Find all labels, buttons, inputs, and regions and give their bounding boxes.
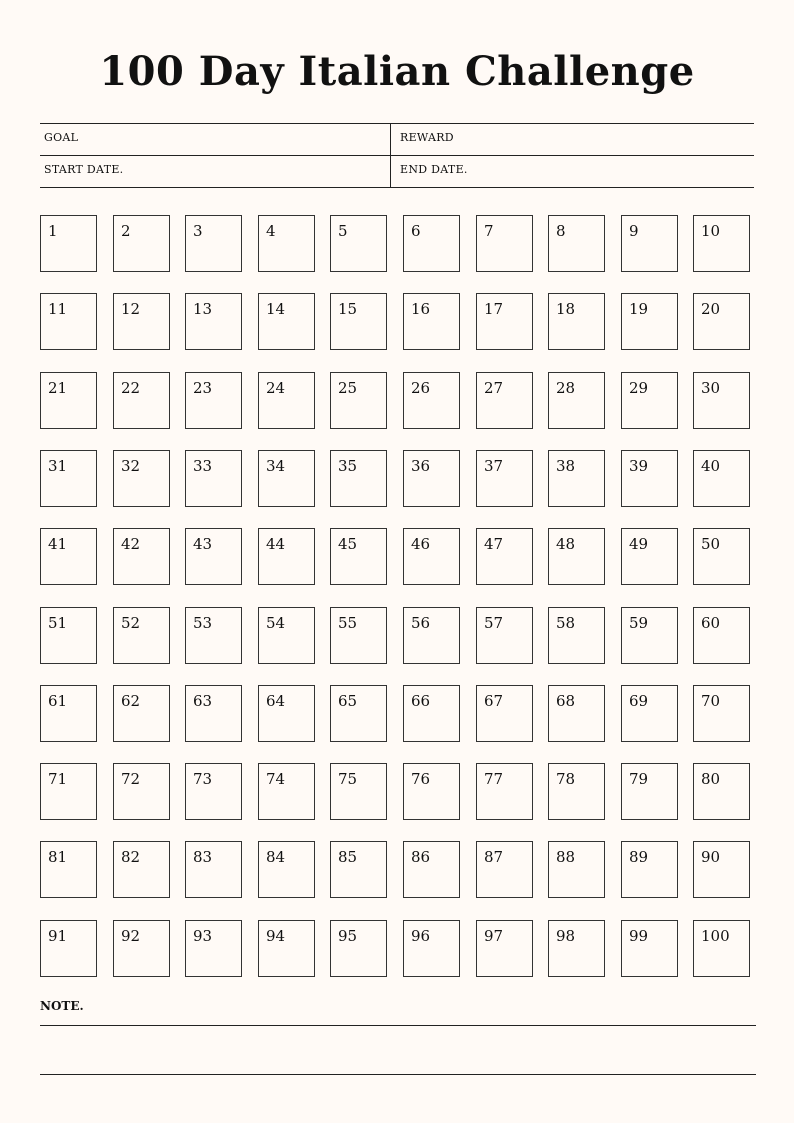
- day-box[interactable]: [476, 920, 533, 977]
- day-box[interactable]: [330, 528, 387, 585]
- day-number: 30: [701, 379, 721, 397]
- day-number: 80: [701, 770, 721, 788]
- day-number: 14: [266, 300, 286, 318]
- day-box[interactable]: [330, 215, 387, 272]
- day-box[interactable]: [258, 763, 315, 820]
- day-number: 31: [48, 457, 68, 475]
- day-number: 67: [484, 692, 504, 710]
- day-box[interactable]: [40, 215, 97, 272]
- day-number: 78: [556, 770, 576, 788]
- day-box[interactable]: [476, 841, 533, 898]
- day-number: 15: [338, 300, 358, 318]
- day-number: 41: [48, 535, 68, 553]
- day-number: 26: [411, 379, 431, 397]
- day-box[interactable]: [185, 528, 242, 585]
- day-number: 21: [48, 379, 68, 397]
- day-box[interactable]: [258, 528, 315, 585]
- day-box[interactable]: [621, 607, 678, 664]
- day-box[interactable]: [476, 215, 533, 272]
- day-box[interactable]: [330, 685, 387, 742]
- day-box[interactable]: [330, 841, 387, 898]
- day-number: 74: [266, 770, 286, 788]
- day-box[interactable]: [40, 920, 97, 977]
- day-number: 65: [338, 692, 358, 710]
- day-box[interactable]: [548, 685, 605, 742]
- day-number: 39: [629, 457, 649, 475]
- day-number: 57: [484, 614, 504, 632]
- day-number: 17: [484, 300, 504, 318]
- day-box[interactable]: [621, 841, 678, 898]
- note-line: [40, 1074, 756, 1075]
- goal-label: GOAL: [44, 131, 79, 144]
- day-number: 32: [121, 457, 141, 475]
- day-number: 45: [338, 535, 358, 553]
- end-date-label: END DATE.: [400, 163, 468, 176]
- day-box[interactable]: [113, 528, 170, 585]
- day-number: 43: [193, 535, 213, 553]
- day-box[interactable]: [185, 685, 242, 742]
- day-box[interactable]: [113, 763, 170, 820]
- day-box[interactable]: [40, 293, 97, 350]
- day-number: 68: [556, 692, 576, 710]
- day-box[interactable]: [258, 920, 315, 977]
- info-column-divider: [390, 124, 391, 187]
- day-number: 89: [629, 848, 649, 866]
- day-box[interactable]: [113, 841, 170, 898]
- day-number: 47: [484, 535, 504, 553]
- day-box[interactable]: [258, 685, 315, 742]
- day-box[interactable]: [548, 450, 605, 507]
- reward-label: REWARD: [400, 131, 454, 144]
- day-box[interactable]: [621, 920, 678, 977]
- day-number: 16: [411, 300, 431, 318]
- day-number: 20: [701, 300, 721, 318]
- day-box[interactable]: [693, 293, 750, 350]
- day-box[interactable]: [548, 763, 605, 820]
- day-number: 37: [484, 457, 504, 475]
- day-number: 33: [193, 457, 213, 475]
- day-number: 38: [556, 457, 576, 475]
- day-number: 77: [484, 770, 504, 788]
- day-box[interactable]: [403, 763, 460, 820]
- day-box[interactable]: [621, 450, 678, 507]
- day-number: 49: [629, 535, 649, 553]
- day-box[interactable]: [403, 372, 460, 429]
- day-number: 13: [193, 300, 213, 318]
- day-box[interactable]: [40, 841, 97, 898]
- day-box[interactable]: [621, 685, 678, 742]
- day-number: 81: [48, 848, 68, 866]
- day-number: 11: [48, 300, 68, 318]
- day-box[interactable]: [693, 920, 750, 977]
- day-number: 44: [266, 535, 286, 553]
- day-number: 63: [193, 692, 213, 710]
- day-number: 52: [121, 614, 141, 632]
- goal-info-table: [40, 123, 754, 188]
- day-box[interactable]: [693, 528, 750, 585]
- day-box[interactable]: [693, 450, 750, 507]
- day-number: 97: [484, 927, 504, 945]
- day-number: 35: [338, 457, 358, 475]
- day-number: 62: [121, 692, 141, 710]
- day-box[interactable]: [403, 293, 460, 350]
- day-box[interactable]: [548, 841, 605, 898]
- day-number: 72: [121, 770, 141, 788]
- day-number: 36: [411, 457, 431, 475]
- day-box[interactable]: [403, 450, 460, 507]
- day-box[interactable]: [258, 841, 315, 898]
- day-box[interactable]: [693, 607, 750, 664]
- day-box[interactable]: [185, 215, 242, 272]
- day-number: 59: [629, 614, 649, 632]
- day-box[interactable]: [185, 920, 242, 977]
- day-number: 7: [484, 222, 494, 240]
- day-box[interactable]: [113, 685, 170, 742]
- day-number: 51: [48, 614, 68, 632]
- day-number: 86: [411, 848, 431, 866]
- day-box[interactable]: [621, 215, 678, 272]
- day-box[interactable]: [403, 528, 460, 585]
- day-box[interactable]: [330, 607, 387, 664]
- day-box[interactable]: [403, 920, 460, 977]
- day-number: 2: [121, 222, 131, 240]
- day-number: 42: [121, 535, 141, 553]
- day-number: 22: [121, 379, 141, 397]
- day-box[interactable]: [621, 293, 678, 350]
- day-box[interactable]: [113, 920, 170, 977]
- day-number: 8: [556, 222, 566, 240]
- day-box[interactable]: [330, 763, 387, 820]
- day-box[interactable]: [476, 293, 533, 350]
- day-box[interactable]: [113, 215, 170, 272]
- day-number: 54: [266, 614, 286, 632]
- day-box[interactable]: [621, 763, 678, 820]
- day-number: 98: [556, 927, 576, 945]
- day-number: 46: [411, 535, 431, 553]
- day-number: 9: [629, 222, 639, 240]
- day-box[interactable]: [40, 372, 97, 429]
- day-box[interactable]: [548, 372, 605, 429]
- day-number: 48: [556, 535, 576, 553]
- day-number: 10: [701, 222, 721, 240]
- day-box[interactable]: [185, 372, 242, 429]
- day-number: 34: [266, 457, 286, 475]
- day-number: 56: [411, 614, 431, 632]
- day-box[interactable]: [621, 528, 678, 585]
- day-box[interactable]: [185, 607, 242, 664]
- day-box[interactable]: [330, 372, 387, 429]
- day-number: 19: [629, 300, 649, 318]
- day-box[interactable]: [330, 293, 387, 350]
- day-number: 23: [193, 379, 213, 397]
- day-box[interactable]: [330, 450, 387, 507]
- day-box[interactable]: [40, 528, 97, 585]
- day-box[interactable]: [185, 841, 242, 898]
- day-box[interactable]: [113, 372, 170, 429]
- day-number: 76: [411, 770, 431, 788]
- day-box[interactable]: [548, 293, 605, 350]
- note-label: NOTE.: [40, 999, 84, 1013]
- page-title: 100 Day Italian Challenge: [99, 48, 695, 95]
- day-box[interactable]: [40, 763, 97, 820]
- day-box[interactable]: [258, 607, 315, 664]
- day-box[interactable]: [693, 215, 750, 272]
- day-number: 83: [193, 848, 213, 866]
- day-box[interactable]: [258, 293, 315, 350]
- day-box[interactable]: [258, 372, 315, 429]
- day-number: 4: [266, 222, 276, 240]
- day-number: 87: [484, 848, 504, 866]
- day-number: 66: [411, 692, 431, 710]
- day-number: 18: [556, 300, 576, 318]
- day-number: 94: [266, 927, 286, 945]
- day-number: 1: [48, 222, 58, 240]
- day-number: 27: [484, 379, 504, 397]
- day-box[interactable]: [113, 607, 170, 664]
- day-box[interactable]: [548, 920, 605, 977]
- day-number: 82: [121, 848, 141, 866]
- day-number: 71: [48, 770, 68, 788]
- day-number: 5: [338, 222, 348, 240]
- day-number: 53: [193, 614, 213, 632]
- day-box[interactable]: [476, 528, 533, 585]
- day-box[interactable]: [476, 763, 533, 820]
- day-number: 85: [338, 848, 358, 866]
- day-number: 69: [629, 692, 649, 710]
- note-line: [40, 1025, 756, 1026]
- day-number: 28: [556, 379, 576, 397]
- day-number: 40: [701, 457, 721, 475]
- day-number: 58: [556, 614, 576, 632]
- day-box[interactable]: [693, 372, 750, 429]
- day-number: 64: [266, 692, 286, 710]
- day-box[interactable]: [548, 215, 605, 272]
- day-box[interactable]: [403, 841, 460, 898]
- day-box[interactable]: [403, 685, 460, 742]
- day-box[interactable]: [258, 450, 315, 507]
- day-number: 25: [338, 379, 358, 397]
- day-box[interactable]: [476, 372, 533, 429]
- day-box[interactable]: [258, 215, 315, 272]
- day-box[interactable]: [40, 450, 97, 507]
- day-number: 29: [629, 379, 649, 397]
- day-number: 70: [701, 692, 721, 710]
- day-box[interactable]: [693, 685, 750, 742]
- day-number: 95: [338, 927, 358, 945]
- day-number: 6: [411, 222, 421, 240]
- info-row-divider: [40, 155, 754, 156]
- day-number: 84: [266, 848, 286, 866]
- day-number: 60: [701, 614, 721, 632]
- day-number: 55: [338, 614, 358, 632]
- day-box[interactable]: [548, 607, 605, 664]
- day-box[interactable]: [621, 372, 678, 429]
- day-box[interactable]: [403, 607, 460, 664]
- day-box[interactable]: [476, 607, 533, 664]
- day-box[interactable]: [330, 920, 387, 977]
- day-tracker-grid: [40, 215, 754, 979]
- day-number: 99: [629, 927, 649, 945]
- day-number: 91: [48, 927, 68, 945]
- day-number: 50: [701, 535, 721, 553]
- day-number: 100: [701, 927, 730, 945]
- day-number: 79: [629, 770, 649, 788]
- day-box[interactable]: [693, 763, 750, 820]
- day-box[interactable]: [40, 607, 97, 664]
- start-date-label: START DATE.: [44, 163, 124, 176]
- day-box[interactable]: [185, 450, 242, 507]
- day-box[interactable]: [403, 215, 460, 272]
- day-box[interactable]: [185, 293, 242, 350]
- day-number: 96: [411, 927, 431, 945]
- day-box[interactable]: [113, 293, 170, 350]
- day-number: 61: [48, 692, 68, 710]
- day-box[interactable]: [40, 685, 97, 742]
- day-number: 3: [193, 222, 203, 240]
- day-box[interactable]: [476, 450, 533, 507]
- day-number: 73: [193, 770, 213, 788]
- day-number: 92: [121, 927, 141, 945]
- day-number: 24: [266, 379, 286, 397]
- day-number: 88: [556, 848, 576, 866]
- day-number: 93: [193, 927, 213, 945]
- day-box[interactable]: [476, 685, 533, 742]
- day-box[interactable]: [693, 841, 750, 898]
- day-box[interactable]: [113, 450, 170, 507]
- day-box[interactable]: [548, 528, 605, 585]
- day-box[interactable]: [185, 763, 242, 820]
- day-number: 90: [701, 848, 721, 866]
- day-number: 75: [338, 770, 358, 788]
- day-number: 12: [121, 300, 141, 318]
